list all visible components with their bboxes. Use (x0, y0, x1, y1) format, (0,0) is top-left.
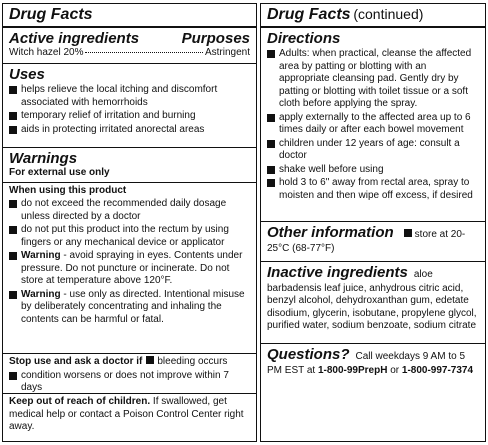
stop-use-heading: Stop use and ask a doctor if (9, 356, 143, 367)
inactive-ingredients-section (261, 262, 485, 344)
uses-item: aids in protecting irritated anorectal areas (9, 124, 250, 137)
panel-title-section (261, 4, 485, 28)
directions-section (261, 28, 485, 222)
bullet-square (146, 356, 154, 364)
panel-title: Drug Facts (267, 6, 351, 23)
directions-heading: Directions (267, 30, 341, 47)
warning-item: do not exceed the recommended daily dosage unless directed by a doctor (9, 198, 250, 223)
directions-item: shake well before using (267, 164, 479, 177)
uses-item: temporary relief of irritation and burning (9, 110, 250, 123)
warnings-section (3, 148, 256, 354)
directions-item: apply externally to the affected area up to 6 times daily or after each bowel movement (267, 112, 479, 137)
inactive-ingredients-text: aloe barbadensis leaf juice, anhydrous citric acid, benzyl alcohol, dehydroxanthan gum, edetate disodium, glycerin, isobutane, propylene glycol, purified water, sodium benzoate, sodium citrate (267, 269, 477, 332)
panel-title: Drug Facts (9, 6, 93, 23)
purpose-value: Astringent (204, 47, 250, 58)
other-information-heading: Other information (267, 224, 394, 241)
directions-item: Adults: when practical, cleanse the affected area by patting or blotting with an appropriate cleansing pad. Gently dry by patting or blotting with toilet tissue or a soft cloth before applying the spray. (267, 48, 479, 111)
drug-facts-panel-left (2, 3, 257, 442)
phone-number-secondary: 1-800-997-7374 (401, 364, 474, 376)
uses-section (3, 64, 256, 148)
panel-title-suffix: (continued) (353, 6, 424, 22)
active-ingredients-section (3, 28, 256, 64)
drug-facts-panel-right (260, 3, 486, 442)
children-warning-text: If swallowed, get medical help or contact a Poison Control Center right away. (9, 396, 244, 432)
stop-use-item: condition worsens or does not improve within 7 days (9, 370, 250, 395)
children-warning-heading: Keep out of reach of children. (9, 396, 151, 407)
questions-or-text: or (387, 364, 402, 376)
other-information-section (261, 222, 485, 262)
questions-heading: Questions? (267, 346, 350, 363)
active-ingredients-heading: Active ingredients (9, 30, 140, 47)
when-using-heading: When using this product (9, 184, 127, 196)
leader-dots (85, 52, 202, 53)
phone-number-primary: 1-800-99PrepH (317, 364, 388, 376)
active-ingredient: Witch hazel 20% (9, 47, 84, 58)
uses-heading: Uses (9, 66, 45, 83)
warning-item: Warning - avoid spraying in eyes. Contents under pressure. Do not puncture or incinerate. Do not store at temperature above 120°F. (9, 250, 250, 288)
questions-text: Call weekdays 9 AM to 5 PM EST at (267, 351, 466, 376)
other-information-text: store at 20-25°C (68-77°F) (267, 229, 466, 254)
inactive-ingredients-heading: Inactive ingredients (267, 264, 408, 281)
panel-title-section (3, 4, 256, 28)
warning-item: do not put this product into the rectum by using fingers or any mechanical device or applicator (9, 224, 250, 249)
purposes-heading: Purposes (181, 30, 250, 47)
warning-item: Warning - use only as directed. Intentional misuse by deliberately concentrating and inhaling the contents can be harmful or fatal. (9, 289, 250, 327)
uses-item: helps relieve the local itching and discomfort associated with hemorrhoids (9, 84, 250, 109)
external-use-note: For external use only (3, 167, 256, 183)
stop-use-item: bleeding occurs (157, 356, 228, 367)
stop-use-section (3, 354, 256, 394)
directions-item: hold 3 to 6" away from rectal area, spray to moisten and then wipe off excess, if desired (267, 177, 479, 202)
warnings-heading: Warnings (9, 150, 78, 167)
questions-section (261, 344, 485, 379)
directions-item: children under 12 years of age: consult a doctor (267, 138, 479, 163)
bullet-square (404, 229, 412, 237)
children-section (3, 394, 256, 436)
